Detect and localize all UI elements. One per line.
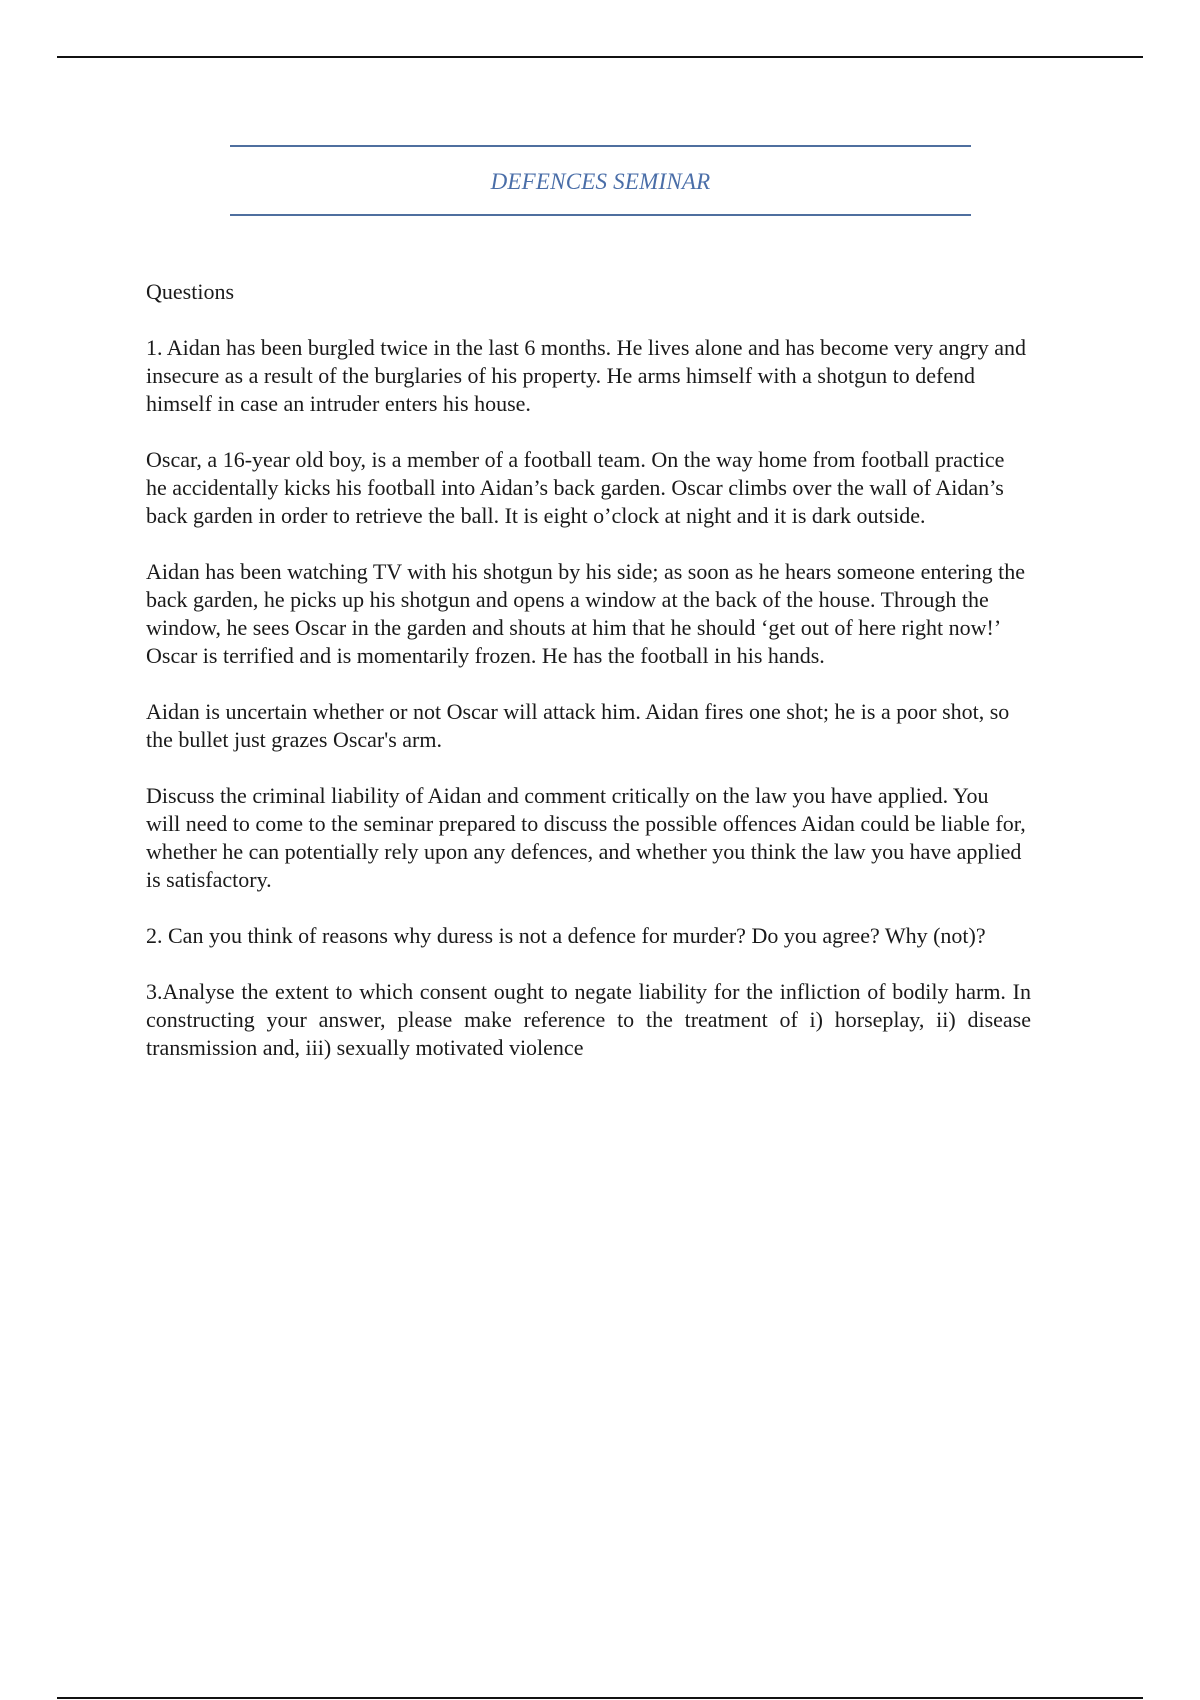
page-top-rule	[57, 56, 1143, 58]
question-1-task: Discuss the criminal liability of Aidan and comment critically on the law you have applied. You will need to come to the seminar prepared to discuss the possible offences Aidan could be liable for, whether he can potentially rely upon any defences, and whether you think the law you have applied is satisfactory.	[146, 783, 1026, 892]
title-bottom-rule	[230, 214, 971, 216]
question-1-paragraph-2: Oscar, a 16-year old boy, is a member of a football team. On the way home from football practice he accidentally kicks his football into Aidan’s back garden. Oscar climbs over the wall of Aidan’s back garden in order to retrieve the ball. It is eight o’clock at night and it is dark outside.	[146, 447, 1005, 528]
title-block	[230, 145, 971, 216]
question-1-paragraph-1: 1. Aidan has been burgled twice in the last 6 months. He lives alone and has become very angry and insecure as a result of the burglaries of his property. He arms himself with a shotgun to defend himself in case an intruder enters his house.	[146, 335, 1026, 416]
page-bottom-rule	[57, 1697, 1143, 1699]
question-3: 3.Analyse the extent to which consent ought to negate liability for the infliction of bodily harm. In constructing your answer, please make reference to the treatment of i) horseplay, ii) disease transmission and, iii) sexually motivated violence	[146, 979, 1031, 1060]
document-body	[146, 278, 1031, 1090]
question-2: 2. Can you think of reasons why duress is not a defence for murder? Do you agree? Why (not)?	[146, 923, 986, 948]
question-1-paragraph-4: Aidan is uncertain whether or not Oscar will attack him. Aidan fires one shot; he is a poor shot, so the bullet just grazes Oscar's arm.	[146, 699, 1010, 752]
document-title: DEFENCES SEMINAR	[490, 169, 711, 194]
questions-heading: Questions	[146, 279, 234, 304]
question-1-paragraph-3: Aidan has been watching TV with his shotgun by his side; as soon as he hears someone entering the back garden, he picks up his shotgun and opens a window at the back of the house. Through the window, he sees Oscar in the garden and shouts at him that he should ‘get out of here right now!’ Oscar is terrified and is momentarily frozen. He has the football in his hands.	[146, 559, 1026, 668]
